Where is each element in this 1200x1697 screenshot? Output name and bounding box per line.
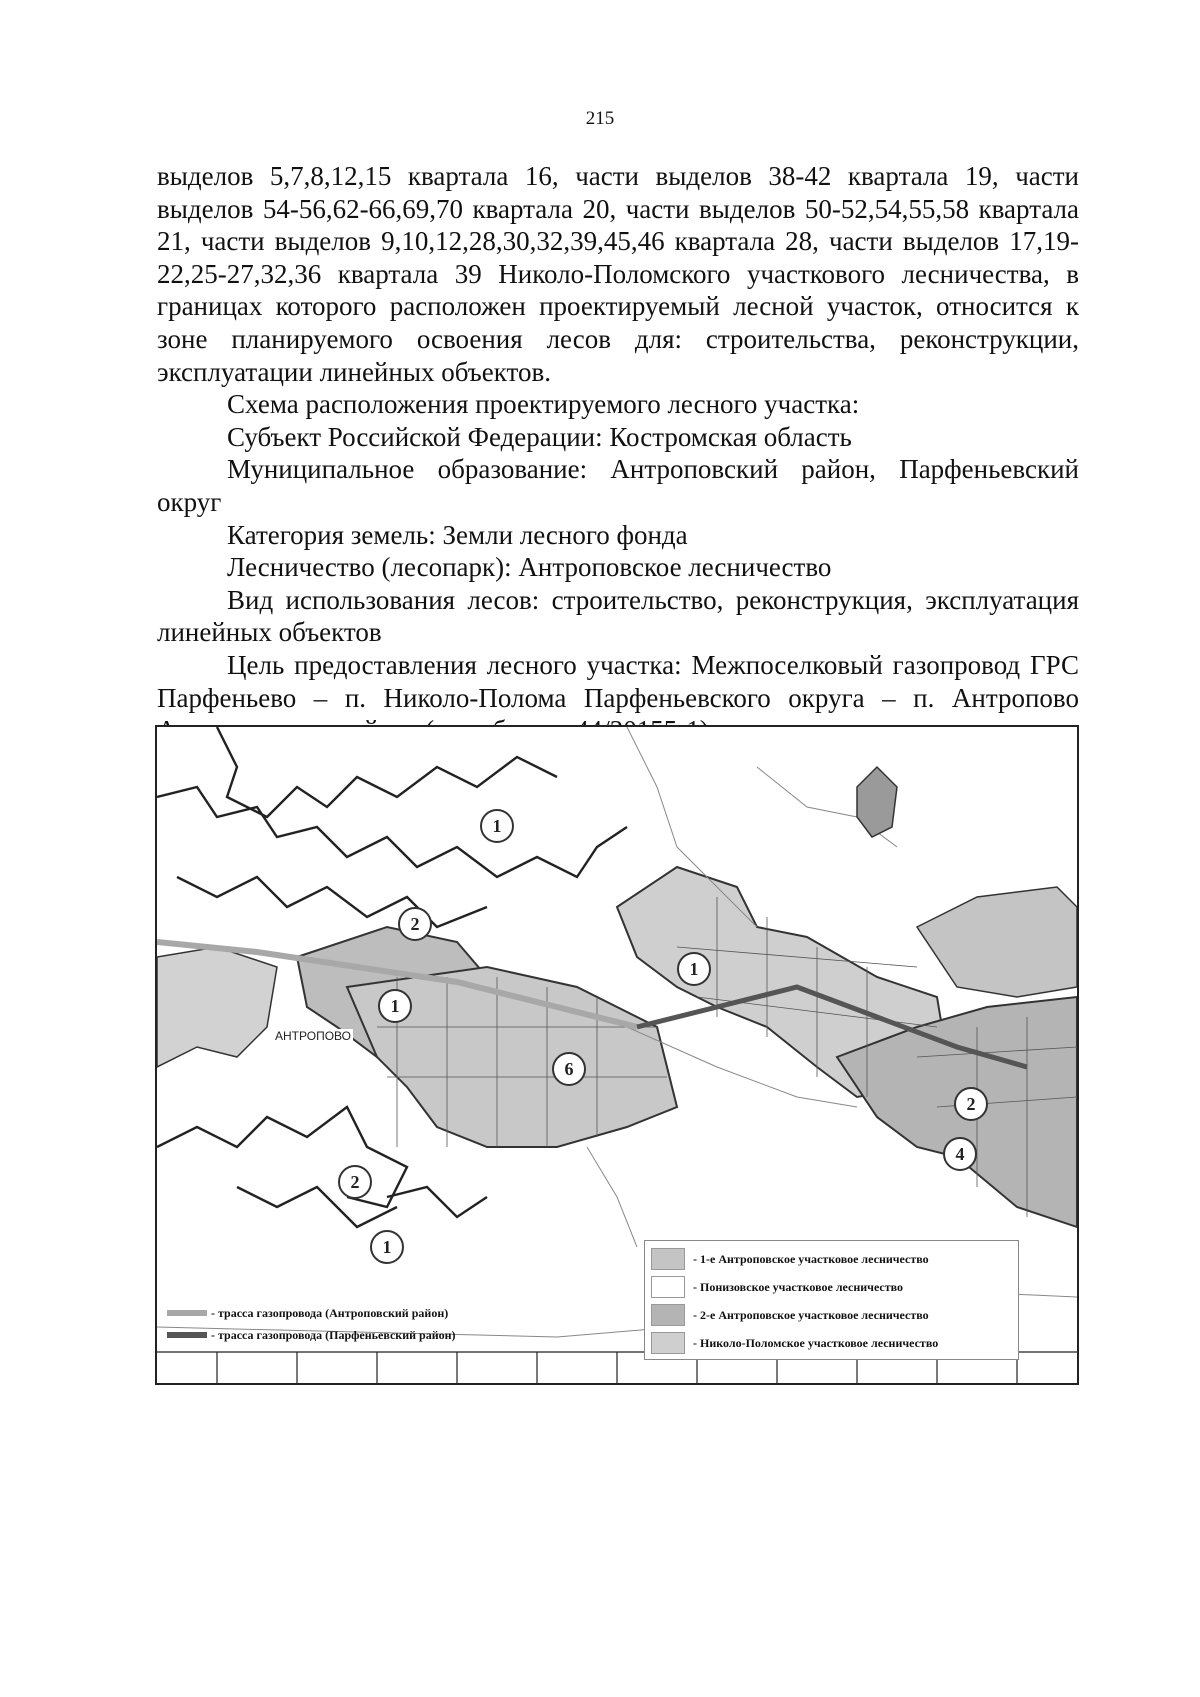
legend-zone-nikolo-poloma <box>651 1329 1012 1357</box>
legend-swatch <box>651 1304 685 1326</box>
legend-zone-antropovo-2 <box>651 1301 1012 1329</box>
paragraph-land-category: Категория земель: Земли лесного фонда <box>227 519 688 550</box>
legend-swatch <box>651 1332 685 1354</box>
legend-swatch <box>651 1276 685 1298</box>
legend-label: - 2-е Антроповское участковое лесничество <box>693 1307 929 1322</box>
district-number: 6 <box>552 1052 586 1086</box>
zone-west <box>157 947 277 1067</box>
pipeline-legend <box>167 1302 542 1346</box>
town-outline <box>857 767 897 837</box>
page-number: 215 <box>585 108 615 129</box>
legend-pipeline-antropovo <box>167 1302 542 1324</box>
paragraph-scheme-title: Схема расположения проектируемого лесного участка: <box>227 389 860 420</box>
legend-zone-antropovo-1 <box>651 1245 1012 1273</box>
legend-label: - трасса газопровода (Антроповский район) <box>211 1305 449 1320</box>
paragraph-forest-use: Вид использования лесов: строительство, реконструкция, эксплуатация линейных объектов <box>157 584 1079 648</box>
legend-swatch <box>167 1310 207 1316</box>
district-number: 1 <box>480 809 514 843</box>
district-number: 2 <box>954 1087 988 1121</box>
legend-label: - трасса газопровода (Парфеньевский район) <box>211 1327 456 1342</box>
district-number: 1 <box>677 952 711 986</box>
legend-swatch <box>651 1248 685 1270</box>
legend-pipeline-parfenyevo <box>167 1324 542 1346</box>
legend-label: - 1-е Антроповское участковое лесничество <box>693 1251 929 1266</box>
paragraph-municipality: Муниципальное образование: Антроповский район, Парфеньевский округ <box>157 454 1079 517</box>
legend-zone-ponizovskoe <box>651 1273 1012 1301</box>
paragraph-purpose: Цель предоставления лесного участка: Межпоселковый газопровод ГРС Парфеньево – п. Николо-Полома Парфеньевского округа – п. Антропово <box>157 649 1079 713</box>
paragraph-forestry: Лесничество (лесопарк): Антроповское лесничество <box>227 552 832 583</box>
district-number: 4 <box>943 1137 977 1171</box>
district-number: 1 <box>378 989 412 1023</box>
district-number: 2 <box>398 907 432 941</box>
zone-northeast <box>917 887 1077 997</box>
body-text <box>157 160 1079 747</box>
legend-label: - Николо-Поломское участковое лесничество <box>693 1335 939 1350</box>
legend-label: - Понизовское участковое лесничество <box>693 1279 904 1294</box>
district-number: 2 <box>338 1165 372 1199</box>
paragraph-continuation: выделов 5,7,8,12,15 квартала 16, части выделов 38-42 квартала 19, части выделов 54-56,62-66,69,70 квартала 20, части выделов 50-52,54,55,58 квартала 21, части выделов 9,10,12,28,30,32,39,45,46 квартала 28, части выделов 17,19-22,25-27,32,36 квартала 39 Николо-Поломского участкового лесничества, в границах которого расположен проектируемый лесной участок, относится к зоне планируемого освоения лесов для: строительства, реконструкции, эксплуатации линейных объектов. <box>157 161 1079 387</box>
district-number: 1 <box>370 1230 404 1264</box>
forestry-zones-legend <box>644 1240 1019 1360</box>
town-label: АНТРОПОВО <box>275 1029 351 1043</box>
paragraph-subject: Субъект Российской Федерации: Костромская область <box>227 421 852 452</box>
legend-swatch <box>167 1332 207 1338</box>
forestry-map <box>155 725 1079 1385</box>
